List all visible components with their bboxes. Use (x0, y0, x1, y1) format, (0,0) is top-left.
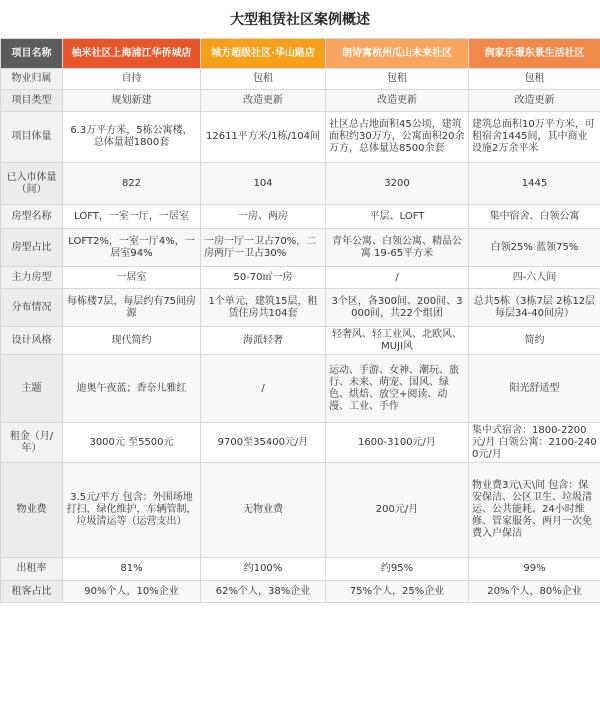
table-cell: 包租 (201, 69, 326, 90)
table-cell: 平层、LOFT (326, 205, 469, 229)
header-row (1, 39, 600, 69)
table-cell: 运动、手游、女神、潮玩、旅行、未来、萌宠、国风、绿色、烘焙、放空+阅读、动漫、工业、手作 (326, 355, 469, 423)
table-cell: / (201, 355, 326, 423)
table-cell: 轻奢风、轻工业风、北欧风、MUJI风 (326, 327, 469, 355)
table-cell: 包租 (326, 69, 469, 90)
table-cell: 3.5元/平方 包含：外围场地打扫，绿化维护，车辆管制，垃圾清运等（运营支出） (63, 463, 201, 558)
table-cell: 迪奥午夜蓝；香奈儿雅红 (63, 355, 201, 423)
table-cell: 9700至35400元/月 (201, 423, 326, 463)
table-row (1, 423, 600, 463)
table-cell: 包租 (469, 69, 600, 90)
table-cell: 物业费3元\天\间 包含：保安保洁、公区卫生、垃圾清运、公共能耗、24小时维修、管家服务、两月一次免费入户保洁 (469, 463, 600, 558)
table-row (1, 581, 600, 603)
table-cell: 改造更新 (201, 90, 326, 112)
table-cell: 四-六人间 (469, 267, 600, 289)
header-project-4: 润家乐璟东景生活社区 (469, 39, 600, 69)
table-cell: 62%个人，38%企业 (201, 581, 326, 603)
table-row (1, 90, 600, 112)
table-cell: 自持 (63, 69, 201, 90)
table-row (1, 558, 600, 581)
table-cell: 99% (469, 558, 600, 581)
table-row (1, 289, 600, 327)
table-cell: 每栋楼7层，每层约有75间房源 (63, 289, 201, 327)
table-cell: 1个单元，建筑15层，租赁住房共104套 (201, 289, 326, 327)
row-label: 租客占比 (1, 581, 63, 603)
row-label: 已入市体量（间） (1, 163, 63, 205)
row-label: 主力房型 (1, 267, 63, 289)
table-cell: 海派轻奢 (201, 327, 326, 355)
row-label: 设计风格 (1, 327, 63, 355)
table-row (1, 69, 600, 90)
table-cell: 改造更新 (469, 90, 600, 112)
table-cell: 200元/月 (326, 463, 469, 558)
row-label: 项目类型 (1, 90, 63, 112)
table-cell: 81% (63, 558, 201, 581)
table-cell: 90%个人，10%企业 (63, 581, 201, 603)
table-cell: 青年公寓、白领公寓、精品公寓 19-65平方米 (326, 229, 469, 267)
table-cell: 一居室 (63, 267, 201, 289)
row-label: 租金（月/年） (1, 423, 63, 463)
table-cell: 社区总占地面积45公顷，建筑面积约30万方，公寓面积20余万方，总体量达8500余套 (326, 112, 469, 163)
row-label: 房型名称 (1, 205, 63, 229)
table-row (1, 229, 600, 267)
table-cell: 104 (201, 163, 326, 205)
row-label: 物业费 (1, 463, 63, 558)
table-cell: 现代简约 (63, 327, 201, 355)
table-cell: 约100% (201, 558, 326, 581)
row-label: 项目体量 (1, 112, 63, 163)
table-cell: LOFT2%，一室一厅4%，一居室94% (63, 229, 201, 267)
table-cell: 822 (63, 163, 201, 205)
table-row (1, 112, 600, 163)
row-label: 主题 (1, 355, 63, 423)
table-cell: 无物业费 (201, 463, 326, 558)
table-cell: LOFT，一室一厅，一居室 (63, 205, 201, 229)
table-cell: 3200 (326, 163, 469, 205)
table-cell: 75%个人，25%企业 (326, 581, 469, 603)
case-table (0, 38, 600, 603)
table-cell: 3000元 至5500元 (63, 423, 201, 463)
table-cell: 3个区，各300间、200间、3000间，共22个组团 (326, 289, 469, 327)
table-cell: 12611平方米/1栋/104间 (201, 112, 326, 163)
table-cell: 一房、两房 (201, 205, 326, 229)
table-cell: 集中宿舍、白领公寓 (469, 205, 600, 229)
table-cell: 阳光舒适型 (469, 355, 600, 423)
table-cell: 建筑总面积10万平方米，可租宿舍1445间，其中商业设施2万余平米 (469, 112, 600, 163)
table-cell: 改造更新 (326, 90, 469, 112)
table-row (1, 205, 600, 229)
row-label: 房型占比 (1, 229, 63, 267)
table-cell: 简约 (469, 327, 600, 355)
table-cell: 总共5栋（3栋7层 2栋12层 每层34-40间房） (469, 289, 600, 327)
table-cell: 约95% (326, 558, 469, 581)
table-row (1, 163, 600, 205)
table-cell: 6.3万平方米，5栋公寓楼，总体量超1800套 (63, 112, 201, 163)
table-cell: 50-70㎡一房 (201, 267, 326, 289)
table-cell: 一房一厅一卫占70%，二房两厅一卫占30% (201, 229, 326, 267)
header-label: 项目名称 (1, 39, 63, 69)
table-cell: 集中式宿舍：1800-2200元/月 白领公寓：2100-2400元/月 (469, 423, 600, 463)
header-project-3: 朗诗寓杭州瓜山未来社区 (326, 39, 469, 69)
table-row (1, 355, 600, 423)
table-cell: 白领25% 蓝领75% (469, 229, 600, 267)
table-cell: 20%个人，80%企业 (469, 581, 600, 603)
table-row (1, 463, 600, 558)
row-label: 分布情况 (1, 289, 63, 327)
table-row (1, 267, 600, 289)
table-cell: / (326, 267, 469, 289)
row-label: 物业归属 (1, 69, 63, 90)
table-cell: 1600-3100元/月 (326, 423, 469, 463)
table-row (1, 327, 600, 355)
table-cell: 1445 (469, 163, 600, 205)
header-project-2: 城方超级社区·华山路店 (201, 39, 326, 69)
row-label: 出租率 (1, 558, 63, 581)
page-title: 大型租赁社区案例概述 (230, 12, 370, 28)
header-project-1: 柚米社区上海浦江华侨城店 (63, 39, 201, 69)
table-cell: 规划新建 (63, 90, 201, 112)
